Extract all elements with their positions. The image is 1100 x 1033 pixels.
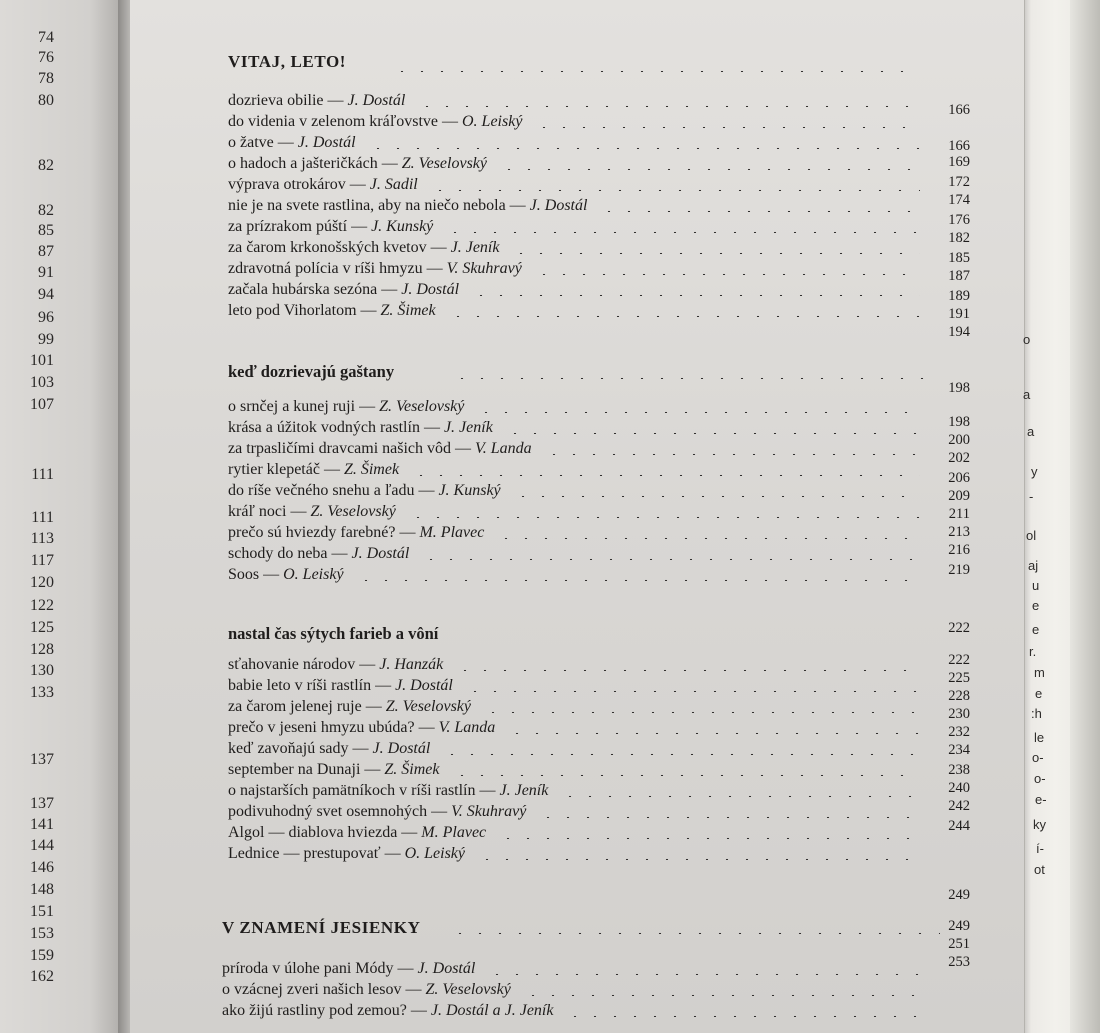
left-page-number: 91 bbox=[38, 264, 54, 281]
page-number: 187 bbox=[948, 268, 970, 284]
leader-dots bbox=[368, 147, 920, 149]
page-number: 249 bbox=[948, 887, 970, 903]
leader-dots bbox=[445, 231, 920, 233]
page-number: 225 bbox=[948, 670, 970, 686]
page-number: 216 bbox=[948, 542, 970, 558]
page-number: 240 bbox=[948, 780, 970, 796]
entry-author: Z. Šimek bbox=[384, 761, 440, 778]
entry-author: J. Dostál bbox=[351, 545, 410, 562]
entry-title: schody do neba — bbox=[228, 545, 348, 562]
left-page-number: 137 bbox=[30, 751, 54, 768]
entry-title: za čarom jelenej ruje — bbox=[228, 698, 382, 715]
page-number: 232 bbox=[948, 724, 970, 740]
left-page-number: 117 bbox=[30, 552, 54, 569]
entry-title: o srnčej a kunej ruji — bbox=[228, 398, 376, 415]
page-number-column bbox=[930, 0, 970, 1033]
page-number: 172 bbox=[948, 174, 970, 190]
entry-author: V. Landa bbox=[475, 440, 532, 457]
left-page-number: 128 bbox=[30, 641, 54, 658]
section-title: nastal čas sýtych farieb a vôní bbox=[228, 624, 439, 643]
cover-text-fragment: y bbox=[1031, 464, 1038, 479]
entry-title: dozrieva obilie — bbox=[228, 92, 344, 109]
toc-entry bbox=[228, 545, 409, 563]
left-page bbox=[0, 0, 128, 1033]
entry-title: za čarom krkonošských kvetov — bbox=[228, 239, 447, 256]
toc-entry bbox=[228, 719, 495, 737]
leader-dots bbox=[565, 1015, 920, 1017]
left-page-number: 101 bbox=[30, 352, 54, 369]
left-page-number: 159 bbox=[30, 947, 54, 964]
toc-entry bbox=[228, 782, 548, 800]
cover-text-fragment: r. bbox=[1029, 644, 1037, 659]
page-number: 249 bbox=[948, 918, 970, 934]
entry-title: za prízrakom púští — bbox=[228, 218, 368, 235]
page-number: 244 bbox=[948, 818, 970, 834]
leader-dots bbox=[417, 105, 910, 107]
left-page-number: 162 bbox=[30, 968, 54, 985]
leader-dots bbox=[430, 189, 920, 191]
left-page-number: 99 bbox=[38, 331, 54, 348]
entry-author: J. Dostál bbox=[297, 134, 356, 151]
leader-dots bbox=[498, 837, 920, 839]
leader-dots bbox=[477, 858, 920, 860]
cover-text-fragment: e bbox=[1032, 598, 1040, 613]
cover-text-fragment: a bbox=[1023, 387, 1031, 402]
entry-author: J. Hanzák bbox=[379, 656, 444, 673]
left-page-number: 111 bbox=[31, 509, 54, 526]
leader-dots bbox=[544, 453, 920, 455]
leader-dots bbox=[511, 252, 920, 254]
page-number: 234 bbox=[948, 742, 970, 758]
page-number: 200 bbox=[948, 432, 970, 448]
left-page-number: 130 bbox=[30, 662, 54, 679]
left-page-number: 111 bbox=[31, 466, 54, 483]
entry-title: nie je na svete rastlina, aby na niečo nebola — bbox=[228, 197, 526, 214]
left-page-number: 94 bbox=[38, 286, 54, 303]
left-page-number: 82 bbox=[38, 157, 54, 174]
page-number: 176 bbox=[948, 212, 970, 228]
entry-author: J. Dostál bbox=[529, 197, 588, 214]
page-number: 166 bbox=[948, 102, 970, 118]
page-number: 251 bbox=[948, 936, 970, 952]
leader-dots bbox=[408, 516, 920, 518]
page-number: 189 bbox=[948, 288, 970, 304]
entry-author: J. Dostál bbox=[372, 740, 431, 757]
cover-text-fragment: o- bbox=[1034, 771, 1046, 786]
page-number: 194 bbox=[948, 324, 970, 340]
entry-title: ako žijú rastliny pod zemou? — bbox=[222, 1002, 427, 1019]
toc-entry bbox=[228, 134, 356, 152]
cover-text-fragment: u bbox=[1032, 578, 1040, 593]
entry-title: krása a úžitok vodných rastlín — bbox=[228, 419, 440, 436]
toc-entry bbox=[228, 524, 484, 542]
cover-text-fragment: - bbox=[1029, 489, 1034, 504]
page-number: 242 bbox=[948, 798, 970, 814]
entry-author: V. Skuhravý bbox=[446, 260, 522, 277]
page-number: 169 bbox=[948, 154, 970, 170]
page-number: 222 bbox=[948, 620, 970, 636]
left-page-number: 151 bbox=[30, 903, 54, 920]
cover-text-fragment: :h bbox=[1031, 706, 1042, 721]
leader-dots bbox=[476, 411, 920, 413]
entry-title: o žatve — bbox=[228, 134, 294, 151]
toc-entry bbox=[228, 197, 587, 215]
toc-entry bbox=[222, 981, 511, 999]
page-number: 228 bbox=[948, 688, 970, 704]
section-title: VITAJ, LETO! bbox=[228, 52, 347, 71]
page-number: 211 bbox=[948, 506, 970, 522]
toc-entry bbox=[228, 440, 532, 458]
entry-author: J. Kunský bbox=[371, 218, 434, 235]
leader-dots bbox=[448, 315, 920, 317]
toc-entry bbox=[228, 92, 405, 110]
page-number: 166 bbox=[948, 138, 970, 154]
entry-author: Z. Veselovský bbox=[401, 155, 488, 172]
toc-entry bbox=[228, 281, 459, 299]
entry-title: Lednice — prestupovať — bbox=[228, 845, 401, 862]
left-page-number: 148 bbox=[30, 881, 54, 898]
toc-entry bbox=[228, 155, 487, 173]
leader-dots bbox=[452, 377, 932, 379]
entry-author: V. Landa bbox=[438, 719, 496, 736]
toc-entry bbox=[228, 656, 443, 674]
cover-text-fragment: í- bbox=[1036, 841, 1044, 856]
left-page-number: 113 bbox=[30, 530, 54, 547]
entry-author: M. Plavec bbox=[419, 524, 485, 541]
cover-text-fragment: o- bbox=[1032, 750, 1044, 765]
toc-entry bbox=[222, 1002, 553, 1020]
entry-title: babie leto v ríši rastlín — bbox=[228, 677, 392, 694]
entry-author: J. Jeník bbox=[499, 782, 549, 799]
entry-title: za trpasličími dravcami našich vôd — bbox=[228, 440, 472, 457]
section-title: V ZNAMENÍ JESIENKY bbox=[222, 918, 421, 937]
toc-entry bbox=[228, 218, 433, 236]
leader-dots bbox=[523, 994, 920, 996]
left-page-number: 153 bbox=[30, 925, 54, 942]
page-number: 182 bbox=[948, 230, 970, 246]
toc-entry bbox=[228, 419, 493, 437]
leader-dots bbox=[487, 973, 920, 975]
entry-title: rytier klepetáč — bbox=[228, 461, 340, 478]
leader-dots bbox=[513, 495, 920, 497]
entry-author: Z. Veselovský bbox=[310, 503, 396, 520]
entry-title: o vzácnej zveri našich lesov — bbox=[222, 981, 422, 998]
page-number: 198 bbox=[948, 380, 970, 396]
leader-dots bbox=[505, 432, 920, 434]
section-title: keď dozrievajú gaštany bbox=[228, 362, 395, 381]
leader-dots bbox=[455, 669, 920, 671]
left-page-number: 87 bbox=[38, 243, 54, 260]
entry-author: V. Skuhravý bbox=[451, 803, 527, 820]
leader-dots bbox=[471, 294, 920, 296]
entry-title: príroda v úlohe pani Módy — bbox=[222, 960, 414, 977]
left-page-number: 74 bbox=[38, 29, 54, 46]
page-number: 219 bbox=[948, 562, 970, 578]
entry-author: Z. Veselovský bbox=[379, 398, 465, 415]
leader-dots bbox=[465, 690, 920, 692]
toc-entry bbox=[228, 239, 499, 257]
cover-text-fragment: e- bbox=[1035, 792, 1047, 807]
entry-title: sťahovanie národov — bbox=[228, 656, 376, 673]
page-number: 230 bbox=[948, 706, 970, 722]
page-number: 185 bbox=[948, 250, 970, 266]
cover-text-fragment: e bbox=[1032, 622, 1040, 637]
toc-entry bbox=[228, 398, 464, 416]
entry-title: Algol — diablova hviezda — bbox=[228, 824, 418, 841]
leader-dots bbox=[421, 558, 920, 560]
left-page-number: 141 bbox=[30, 816, 54, 833]
cover-text-fragment: ol bbox=[1026, 528, 1037, 543]
left-page-number: 144 bbox=[30, 837, 54, 854]
entry-title: do videnia v zelenom kráľovstve — bbox=[228, 113, 458, 130]
toc-entry bbox=[228, 113, 522, 131]
entry-author: J. Sadil bbox=[369, 176, 418, 193]
entry-author: O. Leiský bbox=[404, 845, 465, 862]
toc-entry bbox=[228, 176, 418, 194]
page-number: 174 bbox=[948, 192, 970, 208]
toc-entry bbox=[228, 677, 453, 695]
toc-entry bbox=[228, 482, 501, 500]
entry-author: M. Plavec bbox=[421, 824, 487, 841]
entry-title: kráľ noci — bbox=[228, 503, 307, 520]
leader-dots bbox=[442, 753, 920, 755]
leader-dots bbox=[534, 126, 920, 128]
left-page-number: 120 bbox=[30, 574, 54, 591]
entry-author: Z. Šimek bbox=[343, 461, 400, 478]
leader-dots bbox=[496, 537, 920, 539]
toc-entry bbox=[228, 302, 436, 320]
entry-author: J. Jeník bbox=[450, 239, 500, 256]
cover-text-fragment: aj bbox=[1028, 558, 1039, 573]
leader-dots bbox=[560, 795, 920, 797]
left-page-number: 82 bbox=[38, 202, 54, 219]
entry-title: keď zavoňajú sady — bbox=[228, 740, 369, 757]
entry-author: O. Leiský bbox=[283, 566, 344, 583]
leader-dots bbox=[452, 774, 920, 776]
entry-author: J. Kunský bbox=[438, 482, 501, 499]
entry-title: začala hubárska sezóna — bbox=[228, 281, 398, 298]
page-number: 253 bbox=[948, 954, 970, 970]
cover-text-fragment: a bbox=[1027, 424, 1035, 439]
left-page-number: 78 bbox=[38, 70, 54, 87]
entry-author: Z. Veselovský bbox=[385, 698, 472, 715]
toc-entry bbox=[228, 503, 396, 521]
left-page-number: 96 bbox=[38, 309, 54, 326]
entry-author: J. Dostál a J. Jeník bbox=[430, 1002, 554, 1019]
left-page-number: 133 bbox=[30, 684, 54, 701]
leader-dots bbox=[538, 816, 920, 818]
leader-dots bbox=[411, 474, 920, 476]
left-page-number: 122 bbox=[30, 597, 54, 614]
left-page-number: 85 bbox=[38, 222, 54, 239]
entry-author: J. Dostál bbox=[401, 281, 460, 298]
left-page-number: 137 bbox=[30, 795, 54, 812]
entry-title: do ríše večného snehu a ľadu — bbox=[228, 482, 435, 499]
entry-title: zdravotná polícia v ríši hmyzu — bbox=[228, 260, 443, 277]
toc-entry bbox=[228, 845, 465, 863]
page-number: 213 bbox=[948, 524, 970, 540]
left-page-number: 103 bbox=[30, 374, 54, 391]
leader-dots bbox=[356, 579, 920, 581]
leader-dots bbox=[392, 70, 912, 72]
entry-author: J. Dostál bbox=[395, 677, 453, 694]
toc-entry bbox=[228, 824, 486, 842]
cover-text-fragment: e bbox=[1035, 686, 1043, 701]
cover-text-fragment: ky bbox=[1033, 817, 1046, 832]
leader-dots bbox=[450, 932, 940, 934]
cover-text-fragment: m bbox=[1034, 665, 1045, 680]
toc-entry bbox=[228, 761, 440, 779]
leader-dots bbox=[483, 711, 920, 713]
toc-entry bbox=[222, 960, 475, 978]
entry-author: J. Jeník bbox=[443, 419, 493, 436]
page-number: 209 bbox=[948, 488, 970, 504]
entry-author: O. Leiský bbox=[462, 113, 523, 130]
entry-title: september na Dunaji — bbox=[228, 761, 381, 778]
page-number: 238 bbox=[948, 762, 970, 778]
entry-title: prečo sú hviezdy farebné? — bbox=[228, 524, 416, 541]
entry-title: podivuhodný svet osemnohých — bbox=[228, 803, 448, 820]
entry-title: prečo v jeseni hmyzu ubúda? — bbox=[228, 719, 435, 736]
cover-text-fragment: o bbox=[1023, 332, 1031, 347]
toc-entry bbox=[228, 566, 344, 584]
contents-page bbox=[130, 0, 1030, 1033]
entry-title: o hadoch a jašteričkách — bbox=[228, 155, 398, 172]
leader-dots bbox=[599, 210, 920, 212]
cover-edge bbox=[1070, 0, 1100, 1033]
cover-text-fragment: le bbox=[1034, 730, 1045, 745]
page-number: 202 bbox=[948, 450, 970, 466]
leader-dots bbox=[534, 273, 920, 275]
entry-title: výprava otrokárov — bbox=[228, 176, 366, 193]
left-page-number: 80 bbox=[38, 92, 54, 109]
left-page-number: 107 bbox=[30, 396, 54, 413]
toc-entry bbox=[228, 461, 399, 479]
leader-dots bbox=[499, 168, 920, 170]
left-page-number: 146 bbox=[30, 859, 54, 876]
page-number: 198 bbox=[948, 414, 970, 430]
toc-entry bbox=[228, 803, 526, 821]
entry-title: o najstarších pamätníkoch v ríši rastlín — bbox=[228, 782, 496, 799]
page-number: 222 bbox=[948, 652, 970, 668]
entry-author: Z. Šimek bbox=[380, 302, 436, 319]
entry-title: leto pod Vihorlatom — bbox=[228, 302, 377, 319]
left-page-number: 76 bbox=[38, 49, 54, 66]
left-page-number: 125 bbox=[30, 619, 54, 636]
entry-author: Z. Veselovský bbox=[425, 981, 511, 998]
toc-entry bbox=[228, 740, 430, 758]
toc-entry bbox=[228, 260, 522, 278]
entry-title: Soos — bbox=[228, 566, 280, 583]
page-number: 206 bbox=[948, 470, 970, 486]
toc-entry bbox=[228, 698, 471, 716]
cover-text-fragment: ot bbox=[1034, 862, 1045, 877]
entry-author: J. Dostál bbox=[417, 960, 476, 977]
entry-author: J. Dostál bbox=[347, 92, 406, 109]
page-number: 191 bbox=[948, 306, 970, 322]
leader-dots bbox=[507, 732, 920, 734]
